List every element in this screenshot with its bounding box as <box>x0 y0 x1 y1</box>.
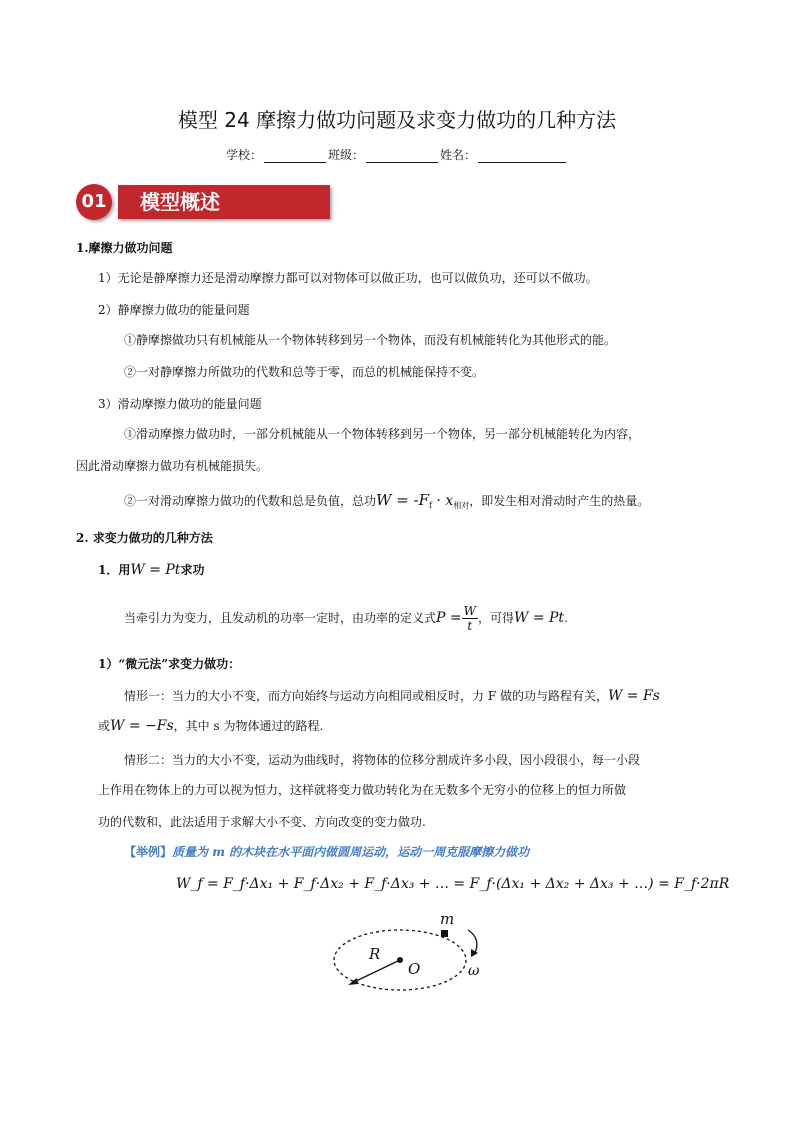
para-1: 1）无论是静摩擦力还是滑动摩擦力都可以对物体可以做正功，也可以做负功，还可以不做功。 <box>98 271 598 285</box>
rotation-arrowhead <box>471 949 478 957</box>
heading-friction-work: 1.摩擦力做功问题 <box>76 241 173 255</box>
example-formula: W_f = F_f·Δx₁ + F_f·Δx₂ + F_f·Δx₃ + … = F_f·(Δx₁ + Δx₂ + Δx₃ + …) = F_f·2πR <box>176 876 730 892</box>
name-label: 姓名： <box>440 148 477 162</box>
heading-variable-force: 2. 求变力做功的几种方法 <box>76 531 213 545</box>
para-3b: ②一对滑动摩擦力做功的代数和总是负值，总功$W = -F_f \cdot x_{相对}$，即发生相对滑动时产生的热量。 <box>124 491 650 510</box>
class-label: 班级： <box>327 148 364 162</box>
example-tag: 【举例】 <box>124 845 173 859</box>
method-1-heading: 1．用W = Pt求功 <box>98 562 205 578</box>
mass-label: m <box>440 910 455 928</box>
para-2a: ①静摩擦做功只有机械能从一个物体转移到另一个物体，而没有机械能转化为其他形式的能。 <box>124 333 617 347</box>
radius-line <box>352 960 400 983</box>
school-label: 学校： <box>225 148 262 162</box>
center-point <box>397 957 403 963</box>
mass-block <box>441 930 448 937</box>
para-2b: ②一对静摩擦力所做功的代数和总等于零，而总的机械能保持不变。 <box>124 365 485 379</box>
formula-total-work: W = -F <box>376 491 430 509</box>
section-number: 01 <box>76 184 112 220</box>
center-label: O <box>408 960 421 978</box>
name-blank[interactable] <box>478 148 566 163</box>
page-title: 模型 24 摩擦力做功问题及求变力做功的几种方法 <box>177 108 617 132</box>
student-info-line <box>0 146 794 163</box>
para-3a-line1: ①滑动摩擦力做功时，一部分机械能从一个物体转移到另一个物体，另一部分机械能转化为内容， <box>124 427 641 441</box>
example-text: 质量为 m 的木块在水平面内做圆周运动，运动一周克服摩擦力做功 <box>172 845 530 859</box>
method-1-text: 当牵引力为变力，且发动机的功率一定时，由功率的定义式P = $\frac{W}{t}$ ，可得W = Pt. <box>124 604 568 633</box>
micro-element-heading: 1）“微元法”求变力做功： <box>98 657 241 671</box>
para-2: 2）静摩擦力做功的能量问题 <box>98 303 250 317</box>
circular-motion-diagram <box>330 905 500 995</box>
radius-arrowhead <box>348 978 358 985</box>
class-blank[interactable] <box>366 148 438 163</box>
section-label: 模型概述 <box>118 185 330 219</box>
para-3: 3）滑动摩擦力做功的能量问题 <box>98 397 262 411</box>
power-fraction: $\frac{W}{t}$ <box>463 604 476 633</box>
case-1-line1: 情形一：当力的大小不变，而方向始终与运动方向相同或相反时，力 F 做的功与路程有关，W = Fs <box>124 688 660 704</box>
radius-label: R <box>369 945 381 963</box>
case-2-line1: 情形二：当力的大小不变，运动为曲线时，将物体的位移分割成许多小段，因小段很小，每一小段 <box>124 753 641 767</box>
example-line <box>124 844 529 860</box>
omega-label: ω <box>468 963 480 979</box>
para-3a-line2: 因此滑动摩擦力做功有机械能损失。 <box>76 459 269 473</box>
case-2-line3: 功的代数和，此法适用于求解大小不变、方向改变的变力做功. <box>98 815 426 829</box>
case-2-line2: 上作用在物体上的力可以视为恒力，这样就将变力做功转化为在无数多个无穷小的位移上的恒力所做 <box>98 783 627 797</box>
school-blank[interactable] <box>264 148 326 163</box>
case-1-line2: 或W = −Fs，其中 s 为物体通过的路程. <box>98 718 324 734</box>
